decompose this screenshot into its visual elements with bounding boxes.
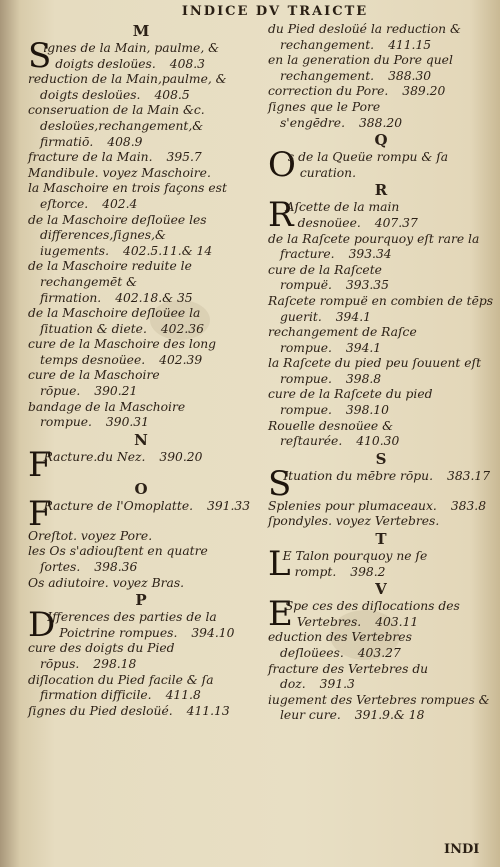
page-reference: 407.37 (374, 215, 418, 230)
entry-text: Oreſtot. voyez Pore. (28, 528, 153, 543)
index-entry (28, 181, 254, 212)
index-entry (28, 605, 254, 646)
page-reference: 395.7 (166, 150, 202, 165)
index-entry (28, 576, 254, 592)
index-entry (28, 306, 254, 337)
entry-text: cure de la Maschoire des long temps desnoüee. (28, 337, 217, 367)
entry-text: de la Maschoire deſloüee la ſituation & diete. (28, 306, 201, 336)
entry-text: Mandibule. voyez Maschoire. (28, 165, 211, 180)
index-entry (28, 493, 254, 534)
right-column (268, 22, 494, 724)
index-entry (28, 166, 254, 182)
drop-capital: E (268, 594, 293, 635)
index-entry (268, 356, 494, 387)
index-entry (268, 100, 494, 131)
section-letter: N (134, 430, 148, 449)
page-reference: 398.10 (345, 403, 389, 418)
entry-text: reduction de la Main,paulme, & doigts desloües. (28, 72, 227, 102)
index-entry (28, 36, 254, 76)
page-reference: 403.11 (375, 614, 419, 629)
index-entry (268, 53, 494, 84)
entry-text: de la Maschoire reduite le rechangemēt & firmation. (28, 259, 192, 305)
section-letter: P (135, 591, 147, 610)
page-reference: 388.20 (358, 115, 403, 130)
drop-capital: F (28, 493, 52, 534)
index-entry (28, 544, 254, 575)
entry-text: diſlocation du Pied facile & ſa firmation difficile. (28, 672, 214, 703)
entry-text: cure de la Maschoire rōpue. (28, 368, 160, 399)
index-entry (268, 195, 494, 236)
entry-text: ſpondyles. voyez Vertebres. (268, 514, 440, 529)
entry-text: ſignes que le Pore s'engēdre. (268, 99, 381, 130)
index-entry (268, 325, 494, 356)
page-reference: 390.31 (105, 415, 149, 430)
page-reference: 398.8 (345, 371, 382, 386)
section-letter: S (375, 449, 387, 468)
entry-text: de la Maschoire deſloüee les differences,ſignes,& iugements. (28, 212, 207, 258)
index-entry (268, 662, 494, 693)
index-entry (28, 704, 254, 720)
page-reference: 394.1 (345, 340, 382, 355)
entry-text: en la generation du Pore quel rechangement. (268, 53, 453, 83)
page-reference: 389.20 (402, 84, 446, 99)
drop-capital: L (268, 544, 291, 585)
index-entry (28, 213, 254, 260)
index-entry (28, 72, 254, 103)
index-entry (268, 387, 494, 418)
entry-text: fracture des Vertebres du doz. (268, 661, 429, 692)
catchword: INDI (444, 842, 480, 857)
entry-text: Aſcette de la main desnoüee. (285, 200, 400, 230)
index-entry (268, 514, 494, 530)
entry-text: cure des doigts du Pied rōpus. (28, 641, 175, 671)
page-reference: 383.17 (447, 468, 491, 483)
index-entry (268, 294, 494, 325)
page-reference: 408.9 (107, 134, 143, 149)
section-letter: M (132, 22, 150, 40)
page-reference: 402.5.11.& 14 (123, 243, 213, 258)
page-reference: 402.39 (159, 352, 203, 367)
page-reference: 383.8 (450, 498, 487, 513)
entry-text: Os adiutoire. voyez Bras. (28, 575, 185, 590)
entry-text: bandage de la Maschoire rompue. (28, 399, 186, 430)
entry-text: cure de la Raſcete rompuë. (268, 262, 382, 293)
entry-text: la Raſcete du pied peu ſouuent eſt rompue. (268, 356, 482, 386)
page-reference: 388.30 (388, 68, 432, 83)
entry-text: du Pied desloüé la reduction & rechangement. (268, 22, 461, 52)
entry-text: E Talon pourquoy ne ſe rompt. (282, 549, 428, 579)
drop-capital: R (268, 195, 294, 236)
index-entry (28, 641, 254, 672)
section-letter: R (374, 181, 388, 200)
index-entry (28, 103, 254, 150)
index-entry (268, 463, 494, 504)
page-reference: 402.18.& 35 (115, 290, 193, 305)
drop-capital: S (268, 463, 292, 504)
entry-text: correction du Pore. (268, 84, 389, 99)
index-entry (268, 22, 494, 53)
index-entry (268, 499, 494, 515)
index-entry (268, 419, 494, 450)
index-entry (268, 84, 494, 100)
entry-text: les Os s'adiouſtent en quatre ſortes. (28, 544, 208, 575)
entry-text: Racture.du Nez. (43, 449, 146, 464)
drop-capital: S (28, 36, 52, 76)
page-reference: 398.2 (350, 564, 386, 579)
drop-capital: F (28, 444, 52, 485)
entry-text: Ifferences des parties de la Poictrine rompues. (47, 610, 217, 640)
entry-text: Racture de l'Omoplatte. (43, 498, 193, 513)
page-reference: 298.18 (93, 657, 137, 671)
page-reference: 390.20 (159, 449, 203, 464)
entry-text: conseruation de la Main &c. desloües,rechangement,& firmatiō. (28, 103, 205, 149)
index-entry (268, 263, 494, 294)
page-reference: 391.3 (319, 677, 355, 692)
entry-text: s de la Queüe rompu & ſa curation. (287, 150, 449, 180)
index-entry (28, 529, 254, 545)
page-reference: 390.21 (94, 384, 138, 399)
page-reference: 402.36 (160, 321, 204, 336)
index-entry (268, 544, 494, 585)
page-reference: 391.33 (207, 498, 251, 513)
entry-text: iugement des Vertebres rompues & leur cure. (268, 692, 490, 723)
page-reference: 394.1 (335, 309, 371, 324)
entry-text: Raſcete rompuë en combien de tēps guerit. (268, 293, 494, 324)
entry-text: Ituation du mēbre rōpu. (283, 468, 434, 483)
section-letter: T (375, 530, 387, 549)
page-reference: 398.36 (94, 560, 138, 575)
index-entry (28, 259, 254, 306)
entry-text: la Maschoire en trois façons est eſtorce. (28, 181, 227, 211)
index-entry (28, 400, 254, 431)
entry-text: Splenies pour plumaceaux. (268, 498, 437, 513)
entry-text: de la Raſcete pourquoy eſt rare la fracture. (268, 231, 480, 262)
section-letter: O (134, 479, 148, 498)
running-header: INDICE DV TRAICTE (181, 4, 369, 19)
drop-capital: O (268, 145, 296, 186)
page-reference: 393.35 (345, 278, 389, 293)
index-entry (268, 594, 494, 635)
index-entry (268, 232, 494, 263)
page-reference: 402.4 (102, 196, 138, 211)
index-entry (28, 673, 254, 704)
entry-text: fracture de la Main. (28, 150, 153, 165)
entry-text: rechangement de Raſce rompue. (268, 325, 417, 355)
page-reference: 393.34 (348, 247, 392, 262)
index-entry (28, 337, 254, 368)
index-entry (268, 630, 494, 661)
index-entry (268, 145, 494, 186)
entry-text: ignes de la Main, paulme, & doigts desloües. (43, 41, 220, 71)
index-entry (28, 368, 254, 399)
page-reference: 408.5 (154, 87, 190, 102)
page-reference: 411.8 (165, 688, 201, 703)
page-reference: 394.10 (191, 625, 235, 640)
section-letter: V (375, 580, 387, 599)
index-entry (268, 693, 494, 724)
page-reference: 410.30 (356, 434, 400, 449)
entry-text: ſignes du Pied desloüé. (28, 703, 173, 718)
index-entry (28, 150, 254, 166)
entry-text: Spe ces des diſlocations des Vertebres. (284, 599, 460, 629)
entry-text: Rouelle desnoüee & reſtaurée. (268, 418, 394, 449)
page-reference: 403.27 (357, 646, 401, 660)
page-reference: 391.9.& 18 (354, 708, 425, 723)
page-reference: 411.13 (186, 703, 230, 718)
entry-text: eduction des Vertebres deſloüees. (268, 630, 412, 660)
drop-capital: D (28, 605, 56, 646)
entry-text: cure de la Raſcete du pied rompue. (268, 387, 433, 418)
left-column (28, 22, 254, 719)
page-reference: 411.15 (388, 37, 432, 52)
index-entry (28, 444, 254, 485)
section-letter: Q (374, 131, 388, 150)
page-reference: 408.3 (169, 56, 205, 71)
